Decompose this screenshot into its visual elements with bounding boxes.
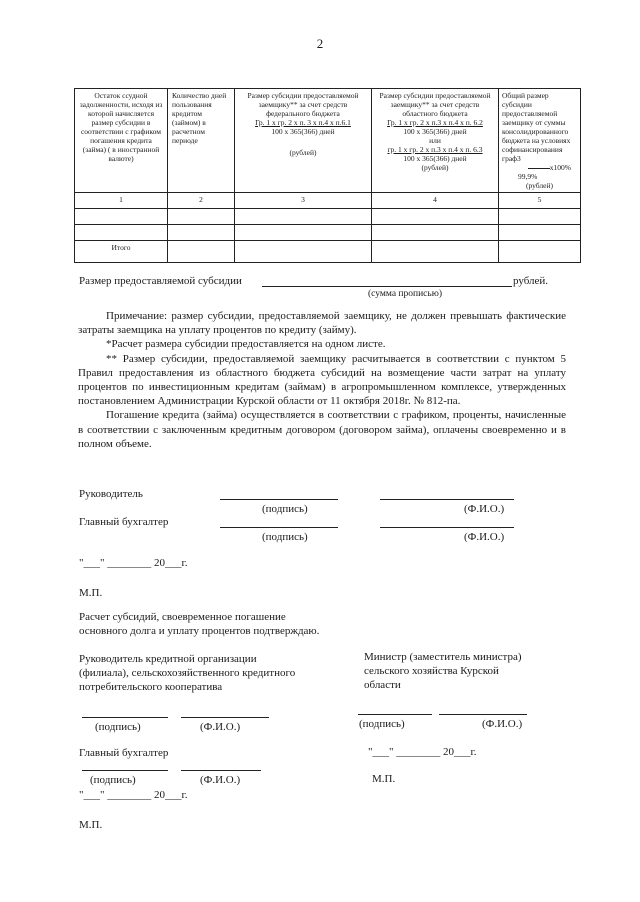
header-federal-unit: (рублей) xyxy=(289,148,317,157)
empty-row xyxy=(75,209,581,225)
bank-head-line-3: потребительского кооператива xyxy=(79,681,223,693)
date-line: "___" ________ 20___г. xyxy=(79,557,188,569)
accountant-fio-caption: (Ф.И.О.) xyxy=(464,531,505,543)
bank-head-line-1: Руководитель кредитной организации xyxy=(79,653,257,665)
subsidy-calculation-table xyxy=(74,88,581,263)
header-regional-formula2-bottom: 100 х 365(366) дней xyxy=(403,154,467,163)
header-loan-balance: Остаток ссудной задолженности, исходя из которой начисляется размер субсидии в соответствии с графиком погашения кредита (займа) ( в иностранной валюте) xyxy=(75,89,168,193)
head-sign-line xyxy=(220,499,338,500)
column-number: 4 xyxy=(372,193,499,209)
subsidy-amount-line xyxy=(262,286,512,287)
bank-sign-caption: (подпись) xyxy=(95,721,141,733)
confirmation-line-1: Расчет субсидий, своевременное погашение xyxy=(79,611,286,623)
bank-accountant-fio-caption: (Ф.И.О.) xyxy=(200,774,241,786)
header-total-frac-bottom: 99,9% xyxy=(518,172,538,181)
column-number: 3 xyxy=(235,193,372,209)
note-repayment: Погашение кредита (займа) осуществляется в соответствии с графиком, проценты, начисленные в соответствии с заключенным кредитным договором (договором займа), оплачены своевременно и в полном объеме. xyxy=(78,409,566,450)
bank-sign-line xyxy=(82,717,168,718)
bank-accountant-sign-caption: (подпись) xyxy=(90,774,136,786)
column-number: 2 xyxy=(168,193,235,209)
column-numbers-row xyxy=(75,193,581,209)
subsidy-label: Размер предоставляемой субсидии xyxy=(79,275,242,287)
bank-accountant-fio-line xyxy=(181,770,261,771)
column-number: 1 xyxy=(75,193,168,209)
subsidy-caption: (сумма прописью) xyxy=(368,289,442,299)
note-star: *Расчет размера субсидии предоставляется на одном листе. xyxy=(106,338,386,351)
header-total-title: Общий размер субсидии предоставляемой заемщику от суммы консолидированного бюджета на условиях софинансирования граф3 xyxy=(502,91,571,163)
head-sign-caption: (подпись) xyxy=(262,503,308,515)
bank-accountant-sign-line xyxy=(82,770,168,771)
bank-fio-line xyxy=(181,717,269,718)
chief-accountant-label: Главный бухгалтер xyxy=(79,516,169,528)
head-label: Руководитель xyxy=(79,488,143,500)
header-regional-formula-top: Гр. 1 х гр. 2 х п.3 х п.4 х п. 6.2 xyxy=(387,118,483,127)
bank-accountant-label: Главный бухгалтер xyxy=(79,747,169,759)
head-fio-line xyxy=(380,499,514,500)
minister-sign-caption: (подпись) xyxy=(359,718,405,730)
minister-line-3: области xyxy=(364,679,401,691)
empty-row xyxy=(75,225,581,241)
minister-line-1: Министр (заместитель министра) xyxy=(364,651,522,663)
header-total-frac-suffix: х100% xyxy=(549,163,571,172)
note-main: Примечание: размер субсидии, предоставляемой заемщику, не должен превышать фактические затраты заемщика на уплату процентов по кредиту (займу). xyxy=(78,310,566,337)
minister-fio-caption: (Ф.И.О.) xyxy=(482,718,523,730)
accountant-sign-caption: (подпись) xyxy=(262,531,308,543)
minister-stamp-mark: М.П. xyxy=(372,773,396,785)
bank-head-line-2: (филиала), сельскохозяйственного кредитного xyxy=(79,667,296,679)
header-regional-formula-bottom: 100 х 365(366) дней xyxy=(403,127,467,136)
bank-date-line: "___" ________ 20___г. xyxy=(79,789,188,801)
header-regional-title: Размер субсидии предоставляемой заемщику** за счет средств областного бюджета xyxy=(379,91,491,118)
total-label: Итого xyxy=(75,241,168,263)
column-number: 5 xyxy=(499,193,581,209)
header-total-unit: (рублей) xyxy=(525,181,553,190)
minister-sign-line xyxy=(358,714,432,715)
header-total-fraction xyxy=(502,163,577,172)
confirmation-line-2: основного долга и уплату процентов подтверждаю. xyxy=(79,625,320,637)
subsidy-unit: рублей. xyxy=(513,275,549,287)
bank-stamp-mark: М.П. xyxy=(79,819,103,831)
header-federal-title: Размер субсидии предоставляемой заемщику** за счет средств федерального бюджета xyxy=(247,91,359,118)
header-days-count: Количество дней пользования кредитом (займом) в расчетном периоде xyxy=(168,89,235,193)
accountant-fio-line xyxy=(380,527,514,528)
minister-line-2: сельского хозяйства Курской xyxy=(364,665,499,677)
note-double-star: ** Размер субсидии, предоставляемой заемщику расчитывается в соответствии с пунктом 5 Правил предоставления из областного бюджета субсидий на возмещение части затрат на уплату процентов по инвестиционным кредитам (займам) в агропромышленном комплексе, утвержденных постановлением Администрации Курской области от 11 октября 2018г. № 812-па. xyxy=(78,352,566,408)
header-federal-formula-top: Гр. 1 х гр. 2 х п. 3 х п.4 х п.6.1 xyxy=(255,118,351,127)
header-federal-formula-bottom: 100 х 365(366) дней xyxy=(271,127,335,136)
bank-fio-caption: (Ф.И.О.) xyxy=(200,721,241,733)
stamp-mark: М.П. xyxy=(79,587,103,599)
table-header-row xyxy=(75,89,581,193)
head-fio-caption: (Ф.И.О.) xyxy=(464,503,505,515)
header-regional-formula2-top: гр. 1 х гр. 2 х п.3 х п.4 х п. 6.3 xyxy=(387,145,483,154)
header-regional-or: или xyxy=(429,136,441,145)
header-regional-unit: (рублей) xyxy=(421,163,449,172)
page-number: 2 xyxy=(316,36,324,51)
minister-date-line: "___" ________ 20___г. xyxy=(368,746,477,758)
accountant-sign-line xyxy=(220,527,338,528)
minister-fio-line xyxy=(439,714,527,715)
header-federal-subsidy xyxy=(235,89,372,193)
header-regional-subsidy xyxy=(372,89,499,193)
notes-block xyxy=(78,309,566,451)
header-total-subsidy xyxy=(499,89,581,193)
total-row xyxy=(75,241,581,263)
